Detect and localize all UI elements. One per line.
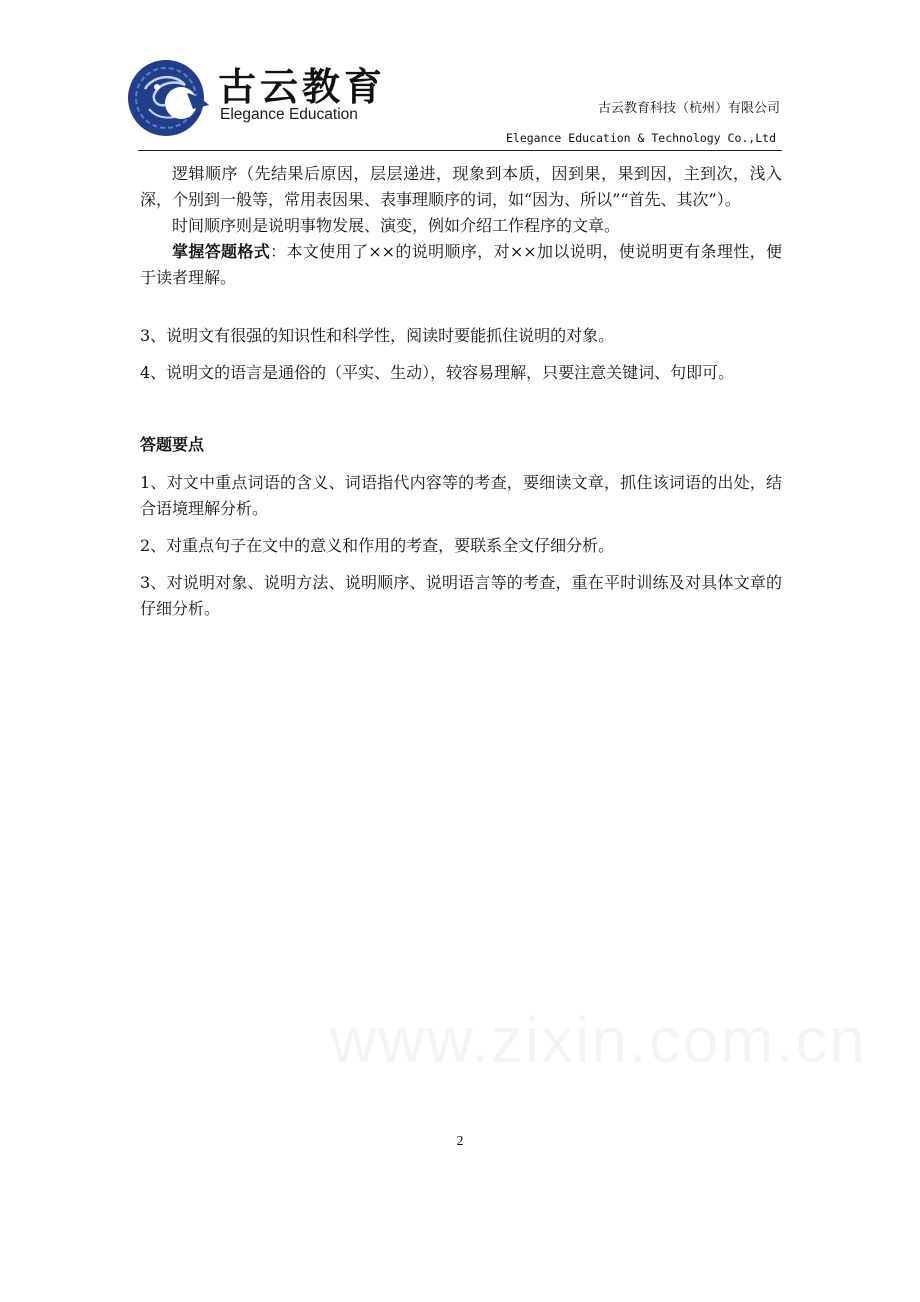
document-body xyxy=(140,161,782,622)
page-number: 2 xyxy=(456,1134,464,1149)
answer-format-text: ：本文使用了××的说明顺序，对××加以说明，使说明更有条理性，便于读者理解。 xyxy=(140,242,782,287)
logo-english-text: Elegance Education xyxy=(220,106,358,123)
paragraph-answer-format xyxy=(140,239,782,291)
section-heading: 答题要点 xyxy=(140,435,205,454)
point-3: 3、对说明对象、说明方法、说明顺序、说明语言等的考查，重在平时训练及对具体文章的仔细分析。 xyxy=(140,573,782,618)
paragraph-logical-order: 逻辑顺序（先结果后原因，层层递进，现象到本质，因到果，果到因，主到次，浅入深，个别到一般等，常用表因果、表事理顺序的词，如“因为、所以”“首先、其次”）。 xyxy=(140,164,782,209)
list-item-4: 4、说明文的语言是通俗的（平实、生动），较容易理解，只要注意关键词、句即可。 xyxy=(140,363,735,382)
company-name-chinese: 古云教育科技（杭州）有限公司 xyxy=(597,101,780,116)
logo-emblem xyxy=(127,59,209,137)
logo-chinese-text: 古云教育 xyxy=(218,64,387,109)
company-name-english: Elegance Education & Technology Co.,Ltd xyxy=(505,131,776,145)
header-divider xyxy=(138,150,782,151)
paragraph-time-order: 时间顺序则是说明事物发展、演变，例如介绍工作程序的文章。 xyxy=(172,216,621,235)
point-2: 2、对重点句子在文中的意义和作用的考查，要联系全文仔细分析。 xyxy=(140,536,615,555)
list-item-3: 3、说明文有很强的知识性和科学性，阅读时要能抓住说明的对象。 xyxy=(140,326,615,345)
answer-format-label: 掌握答题格式 xyxy=(172,242,271,261)
watermark xyxy=(330,1003,867,1077)
point-1: 1、对文中重点词语的含义、词语指代内容等的考查，要细读文章，抓住该词语的出处，结合语境理解分析。 xyxy=(140,473,782,518)
